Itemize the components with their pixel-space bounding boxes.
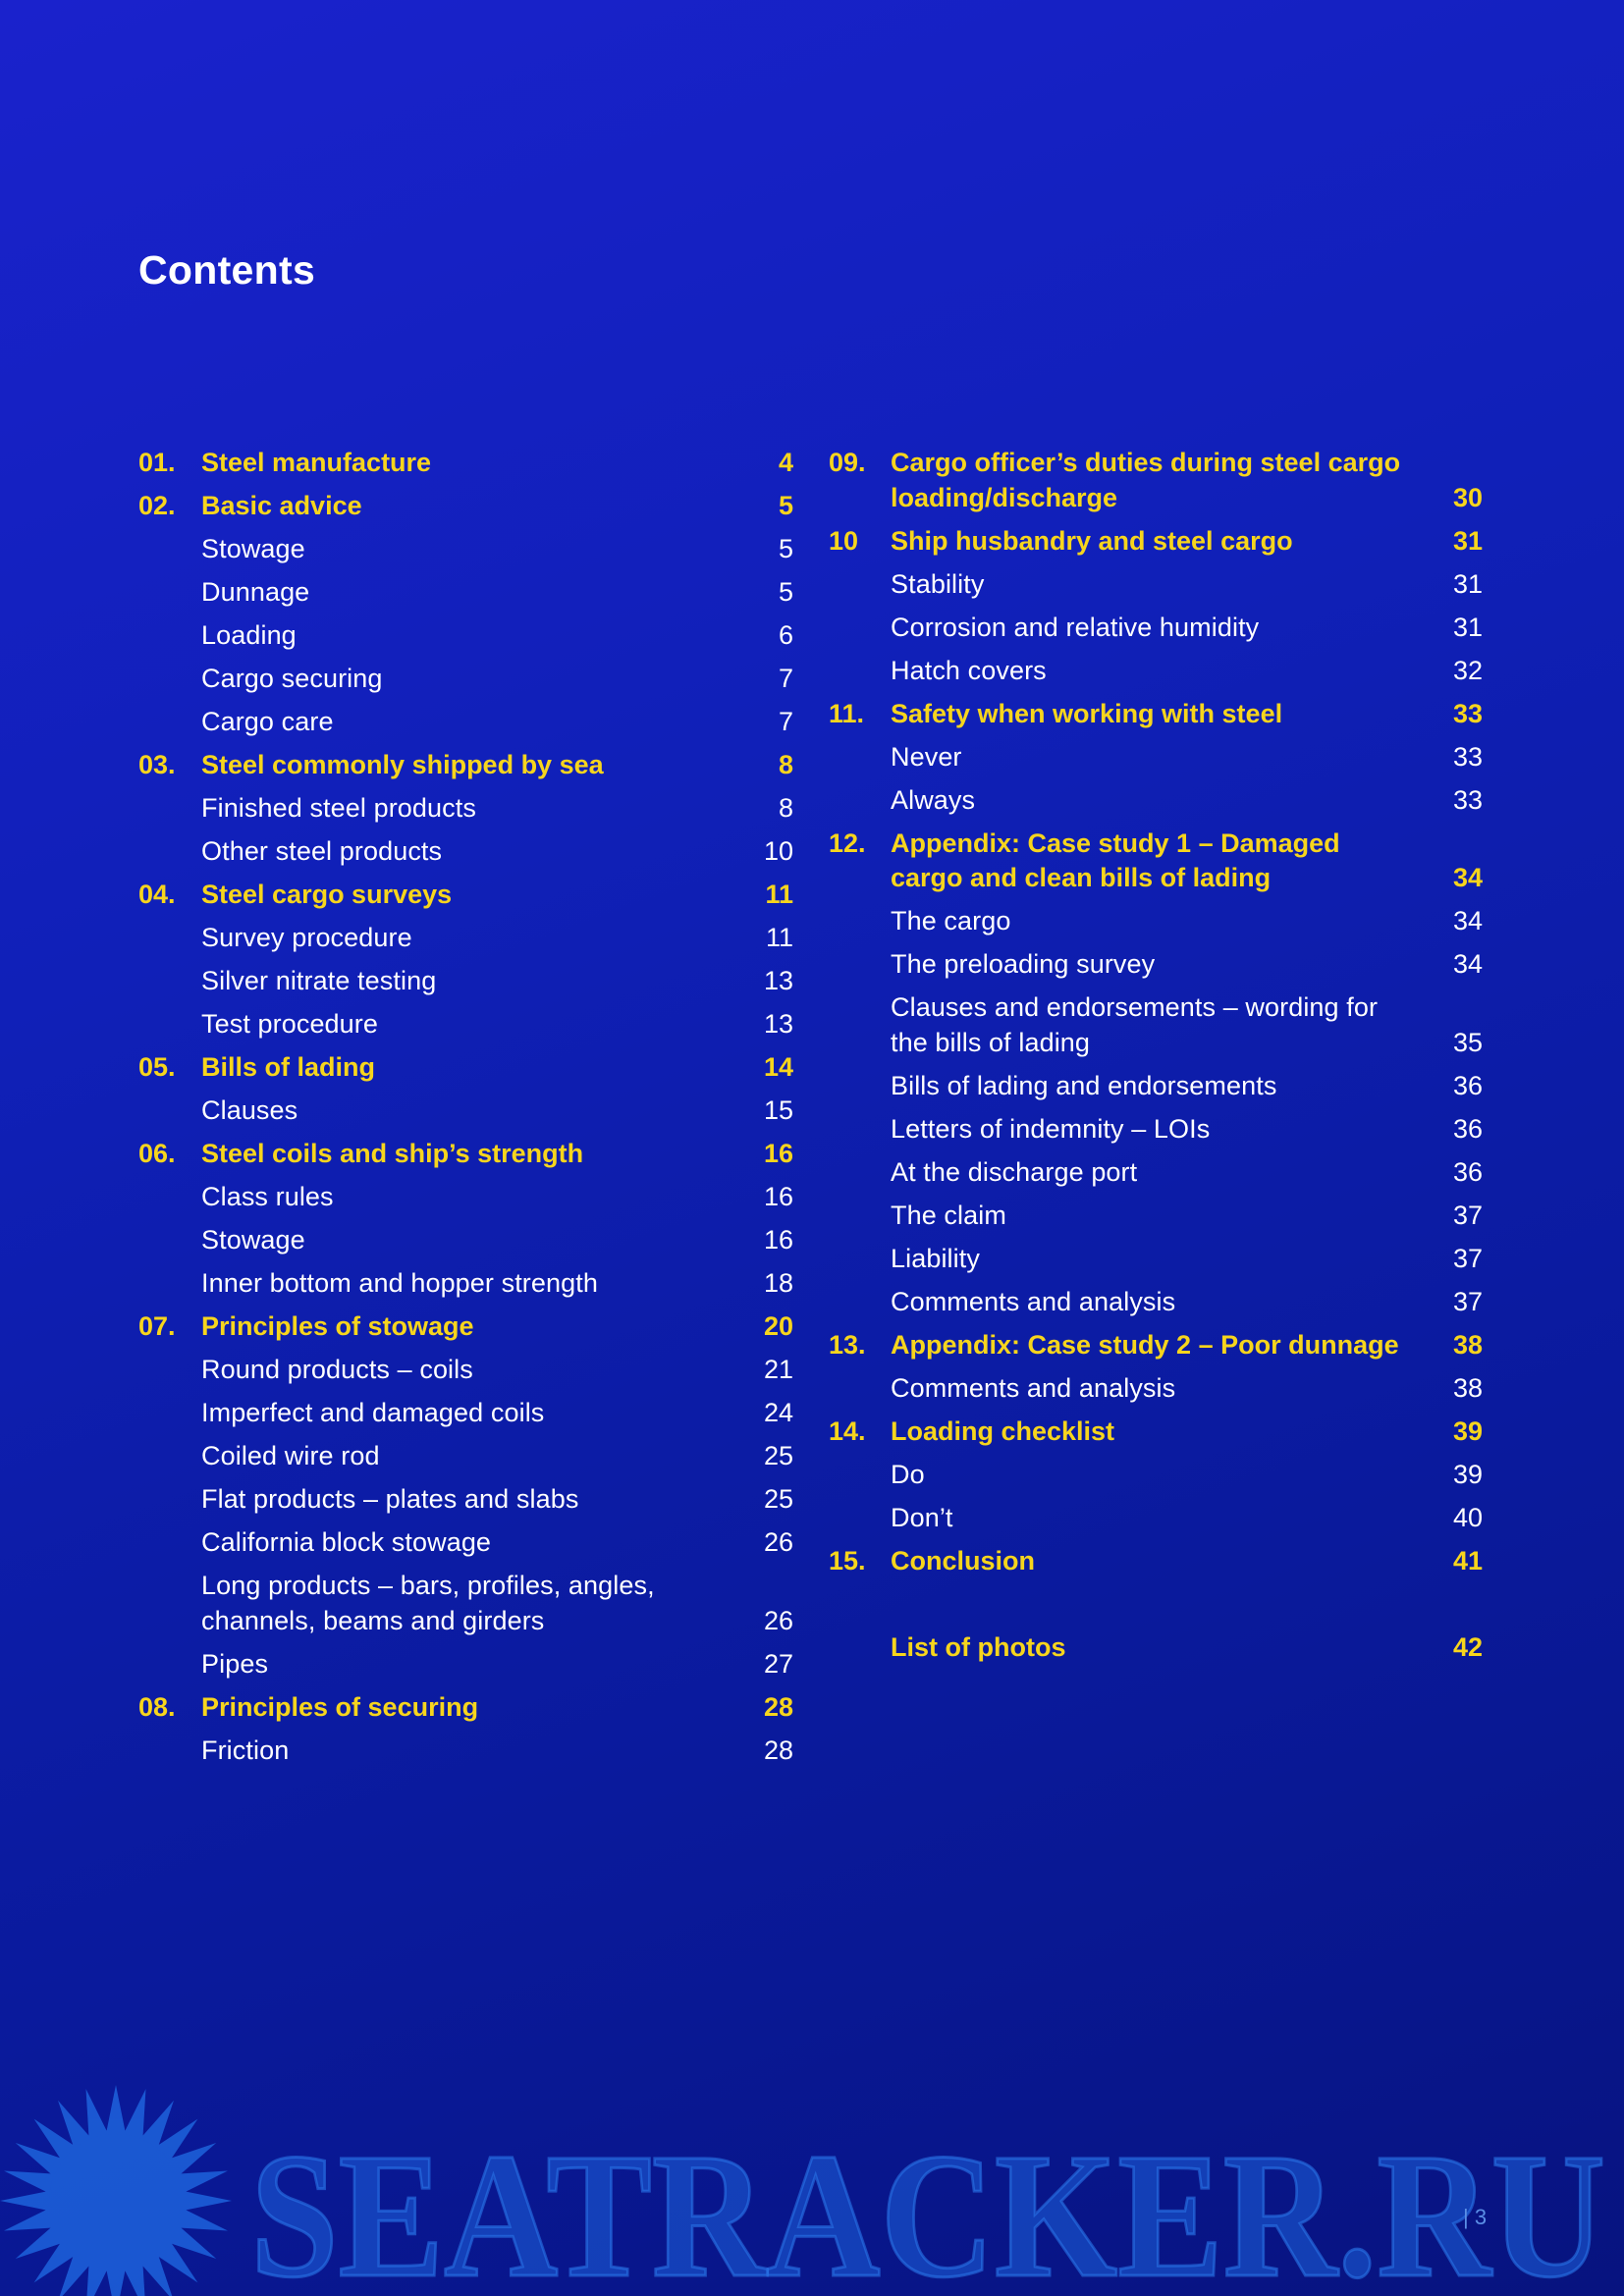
toc-entry-page-number: 41 bbox=[1452, 1545, 1483, 1575]
toc-entry-page-number: 33 bbox=[1452, 698, 1483, 728]
toc-section-entry[interactable] bbox=[138, 830, 793, 874]
toc-entry-page-number: 33 bbox=[1452, 741, 1483, 772]
toc-entry-page-number: 31 bbox=[1452, 525, 1483, 556]
toc-entry-page-number: 5 bbox=[778, 491, 793, 520]
toc-section-entry[interactable] bbox=[138, 1262, 793, 1306]
toc-entry-title: Cargo care bbox=[201, 707, 334, 736]
toc-section-entry[interactable] bbox=[138, 1730, 793, 1773]
toc-entry-title: Appendix: Case study 1 – Damaged cargo and clean bills of lading bbox=[891, 828, 1340, 892]
toc-entry-title: Bills of lading and endorsements bbox=[891, 1070, 1277, 1100]
toc-entry-number: 08. bbox=[138, 1691, 176, 1722]
toc-entry-title: Survey procedure bbox=[201, 923, 412, 952]
toc-section-entry[interactable] bbox=[138, 1435, 793, 1478]
toc-entry-page-number: 5 bbox=[778, 534, 793, 563]
toc-section-entry[interactable] bbox=[829, 650, 1483, 693]
toc-entry-page-number: 36 bbox=[1452, 1156, 1483, 1187]
toc-chapter-entry[interactable] bbox=[829, 1411, 1483, 1454]
toc-entry-title: Liability bbox=[891, 1243, 980, 1273]
toc-entry-number: 13. bbox=[829, 1329, 866, 1360]
toc-section-entry[interactable] bbox=[138, 1003, 793, 1046]
toc-entry-title: Don’t bbox=[891, 1502, 953, 1532]
toc-entry-number: 03. bbox=[138, 750, 176, 779]
toc-entry-title: Conclusion bbox=[891, 1545, 1035, 1575]
toc-chapter-entry[interactable] bbox=[138, 442, 793, 485]
toc-entry-number: 01. bbox=[138, 448, 176, 477]
toc-section-entry[interactable] bbox=[829, 1281, 1483, 1324]
page-number: | 3 bbox=[1463, 2205, 1488, 2229]
toc-section-entry[interactable] bbox=[138, 1349, 793, 1392]
toc-entry-title: Stowage bbox=[201, 1225, 305, 1255]
toc-entry-page-number: 37 bbox=[1452, 1286, 1483, 1316]
toc-entry-title: Long products – bars, profiles, angles, channels, beams and girders bbox=[201, 1571, 655, 1635]
toc-entry-number: 04. bbox=[138, 880, 176, 909]
toc-chapter-entry[interactable] bbox=[138, 874, 793, 917]
toc-entry-page-number: 14 bbox=[763, 1052, 793, 1082]
toc-entry-title: Flat products – plates and slabs bbox=[201, 1484, 579, 1514]
toc-entry-title: The preloading survey bbox=[891, 949, 1156, 979]
toc-section-entry[interactable] bbox=[138, 1090, 793, 1133]
toc-entry-page-number: 33 bbox=[1452, 784, 1483, 815]
toc-entry-page-number: 5 bbox=[778, 577, 793, 607]
toc-entry-page-number: 27 bbox=[763, 1648, 793, 1679]
toc-entry-number: 02. bbox=[138, 491, 176, 520]
toc-entry-title: California block stowage bbox=[201, 1527, 492, 1557]
toc-section-entry[interactable] bbox=[138, 571, 793, 614]
toc-entry-page-number: 11 bbox=[765, 923, 793, 952]
toc-entry-title: Steel cargo surveys bbox=[201, 880, 453, 909]
toc-entry-page-number: 32 bbox=[1452, 655, 1483, 685]
toc-section-entry[interactable] bbox=[138, 1392, 793, 1435]
toc-entry-page-number: 34 bbox=[1452, 906, 1483, 935]
toc-entry-page-number: 8 bbox=[778, 793, 793, 823]
toc-entry-page-number: 13 bbox=[763, 1009, 793, 1039]
toc-entry-title: Test procedure bbox=[201, 1009, 378, 1039]
toc-entry-page-number: 25 bbox=[763, 1441, 793, 1470]
toc-section-entry[interactable] bbox=[829, 1151, 1483, 1195]
seatracker-watermark bbox=[0, 2052, 1624, 2296]
toc-entry-page-number: 10 bbox=[763, 836, 793, 866]
toc-section-entry[interactable] bbox=[829, 1497, 1483, 1540]
toc-entry-title: Principles of securing bbox=[201, 1691, 479, 1722]
toc-entry-title: Comments and analysis bbox=[891, 1286, 1176, 1316]
toc-entry-page-number: 8 bbox=[778, 750, 793, 779]
toc-entry-title: Imperfect and damaged coils bbox=[201, 1398, 545, 1427]
toc-column-left bbox=[138, 442, 793, 1773]
toc-entry-page-number: 30 bbox=[1452, 482, 1483, 512]
toc-section-entry[interactable] bbox=[829, 563, 1483, 607]
toc-section-entry[interactable] bbox=[829, 1238, 1483, 1281]
toc-section-entry[interactable] bbox=[138, 1176, 793, 1219]
toc-section-entry[interactable] bbox=[138, 1522, 793, 1565]
toc-entry-page-number: 37 bbox=[1452, 1200, 1483, 1230]
toc-entry-page-number: 38 bbox=[1452, 1329, 1483, 1360]
toc-entry-title: Coiled wire rod bbox=[201, 1441, 380, 1470]
toc-entry-title: Ship husbandry and steel cargo bbox=[891, 525, 1293, 556]
toc-entry-title: The claim bbox=[891, 1200, 1006, 1230]
toc-entry-page-number: 40 bbox=[1452, 1502, 1483, 1532]
toc-entry-page-number: 16 bbox=[763, 1182, 793, 1211]
toc-chapter-entry[interactable] bbox=[829, 442, 1483, 520]
watermark-text: SEATRACKER.RU bbox=[250, 2117, 1605, 2296]
toc-entry-page-number: 7 bbox=[778, 707, 793, 736]
toc-entry-page-number: 36 bbox=[1452, 1070, 1483, 1100]
toc-entry-page-number: 7 bbox=[778, 664, 793, 693]
toc-entry-page-number: 42 bbox=[1452, 1631, 1483, 1662]
toc-entry-page-number: 6 bbox=[778, 620, 793, 650]
toc-entry-title: Silver nitrate testing bbox=[201, 966, 437, 995]
toc-entry-title: Comments and analysis bbox=[891, 1372, 1176, 1403]
toc-entry-title: Cargo securing bbox=[201, 664, 383, 693]
toc-entry-number: 11. bbox=[829, 698, 865, 728]
toc-entry-number: 15. bbox=[829, 1545, 866, 1575]
toc-entry-page-number: 18 bbox=[763, 1268, 793, 1298]
toc-entry-page-number: 11 bbox=[765, 880, 793, 909]
toc-entry-title: Loading bbox=[201, 620, 297, 650]
toc-entry-page-number: 31 bbox=[1452, 612, 1483, 642]
toc-entry-title: Stowage bbox=[201, 534, 305, 563]
toc-entry-page-number: 39 bbox=[1452, 1415, 1483, 1446]
toc-entry-page-number: 4 bbox=[778, 448, 793, 477]
toc-entry-title: Stability bbox=[891, 568, 985, 599]
sun-logo-icon bbox=[0, 2085, 232, 2296]
toc-entry-title: Bills of lading bbox=[201, 1052, 376, 1082]
toc-entry-page-number: 13 bbox=[763, 966, 793, 995]
toc-chapter-entry[interactable] bbox=[829, 1540, 1483, 1583]
toc-section-entry[interactable] bbox=[829, 1108, 1483, 1151]
toc-entry-number: 07. bbox=[138, 1311, 176, 1341]
toc-entry-title: Steel coils and ship’s strength bbox=[201, 1139, 584, 1168]
toc-entry-page-number: 20 bbox=[763, 1311, 793, 1341]
toc-entry-title: Cargo officer’s duties during steel cargo loading/discharge bbox=[891, 448, 1401, 512]
toc-entry-page-number: 38 bbox=[1452, 1372, 1483, 1403]
toc-entry-title: Clauses bbox=[201, 1095, 298, 1125]
toc-chapter-entry[interactable] bbox=[138, 1133, 793, 1176]
toc-entry-title: Letters of indemnity – LOIs bbox=[891, 1113, 1211, 1144]
toc-section-entry[interactable] bbox=[138, 917, 793, 960]
toc-entry-title: Class rules bbox=[201, 1182, 334, 1211]
toc-entry-title: Clauses and endorsements – wording for the bills of lading bbox=[891, 992, 1379, 1057]
toc-chapter-entry[interactable] bbox=[829, 520, 1483, 563]
toc-section-entry[interactable] bbox=[829, 1195, 1483, 1238]
toc-section-entry[interactable] bbox=[138, 1565, 793, 1643]
toc-entry-page-number: 15 bbox=[763, 1095, 793, 1125]
toc-entry-page-number: 39 bbox=[1452, 1459, 1483, 1489]
toc-entry-page-number: 24 bbox=[763, 1398, 793, 1427]
toc-entry-title: Loading checklist bbox=[891, 1415, 1115, 1446]
toc-entry-title: Dunnage bbox=[201, 577, 310, 607]
toc-chapter-entry[interactable] bbox=[829, 823, 1483, 901]
toc-entry-page-number: 34 bbox=[1452, 949, 1483, 979]
toc-entry-title: Steel manufacture bbox=[201, 448, 432, 477]
toc-chapter-entry[interactable] bbox=[138, 744, 793, 787]
toc-section-entry[interactable] bbox=[829, 607, 1483, 650]
toc-section-entry[interactable] bbox=[829, 1065, 1483, 1108]
toc-section-entry[interactable] bbox=[138, 1219, 793, 1262]
toc-spacer bbox=[829, 1583, 1483, 1627]
toc-entry-title: Always bbox=[891, 784, 976, 815]
toc-entry-title: List of photos bbox=[891, 1631, 1066, 1662]
toc-entry-title: Friction bbox=[201, 1735, 290, 1765]
toc-entry-title: Inner bottom and hopper strength bbox=[201, 1268, 598, 1298]
toc-section-entry[interactable] bbox=[829, 987, 1483, 1065]
toc-entry-title: At the discharge port bbox=[891, 1156, 1138, 1187]
toc-section-entry[interactable] bbox=[829, 1454, 1483, 1497]
toc-entry-title: Do bbox=[891, 1459, 925, 1489]
toc-entry-page-number: 25 bbox=[763, 1484, 793, 1514]
toc-entry-page-number: 34 bbox=[1452, 863, 1483, 892]
toc-chapter-entry[interactable] bbox=[138, 1686, 793, 1730]
toc-section-entry[interactable] bbox=[138, 528, 793, 571]
toc-entry-title: Finished steel products bbox=[201, 793, 476, 823]
toc-entry-number: 05. bbox=[138, 1052, 176, 1082]
toc-entry-page-number: 28 bbox=[763, 1691, 793, 1722]
toc-entry-title: Corrosion and relative humidity bbox=[891, 612, 1260, 642]
toc-chapter-entry[interactable] bbox=[138, 1306, 793, 1349]
toc-entry-page-number: 28 bbox=[763, 1735, 793, 1765]
toc-entry-page-number: 21 bbox=[763, 1355, 793, 1384]
toc-entry-page-number: 36 bbox=[1452, 1113, 1483, 1144]
toc-section-entry[interactable] bbox=[829, 779, 1483, 823]
toc-chapter-entry[interactable] bbox=[829, 693, 1483, 736]
toc-entry-title: Pipes bbox=[201, 1648, 269, 1679]
toc-section-entry[interactable] bbox=[829, 1367, 1483, 1411]
toc-section-entry[interactable] bbox=[138, 1643, 793, 1686]
toc-chapter-entry[interactable] bbox=[829, 1627, 1483, 1670]
toc-entry-title: Appendix: Case study 2 – Poor dunnage bbox=[891, 1329, 1399, 1360]
toc-entry-page-number: 16 bbox=[763, 1139, 793, 1168]
toc-entry-title: Basic advice bbox=[201, 491, 362, 520]
toc-entry-page-number: 35 bbox=[1452, 1027, 1483, 1057]
toc-entry-title: Steel commonly shipped by sea bbox=[201, 750, 604, 779]
toc-chapter-entry[interactable] bbox=[138, 1046, 793, 1090]
toc-entry-title: Round products – coils bbox=[201, 1355, 473, 1384]
toc-column-right bbox=[829, 442, 1483, 1670]
toc-section-entry[interactable] bbox=[829, 736, 1483, 779]
page-title: Contents bbox=[138, 247, 316, 293]
toc-section-entry[interactable] bbox=[138, 960, 793, 1003]
toc-section-entry[interactable] bbox=[138, 658, 793, 701]
toc-section-entry[interactable] bbox=[138, 787, 793, 830]
toc-section-entry[interactable] bbox=[138, 1478, 793, 1522]
toc-entry-number: 09. bbox=[829, 448, 866, 477]
toc-section-entry[interactable] bbox=[138, 614, 793, 658]
toc-entry-page-number: 16 bbox=[763, 1225, 793, 1255]
toc-entry-title: Never bbox=[891, 741, 962, 772]
toc-section-entry[interactable] bbox=[829, 900, 1483, 943]
toc-entry-title: Safety when working with steel bbox=[891, 698, 1283, 728]
toc-entry-page-number: 31 bbox=[1452, 568, 1483, 599]
toc-entry-title: Other steel products bbox=[201, 836, 443, 866]
toc-section-entry[interactable] bbox=[138, 701, 793, 744]
toc-entry-page-number: 26 bbox=[763, 1527, 793, 1557]
toc-entry-number: 10 bbox=[829, 525, 859, 556]
toc-chapter-entry[interactable] bbox=[138, 485, 793, 528]
toc-entry-page-number: 37 bbox=[1452, 1243, 1483, 1273]
toc-entry-page-number: 26 bbox=[763, 1605, 793, 1635]
toc-entry-title: Hatch covers bbox=[891, 655, 1047, 685]
toc-entry-number: 06. bbox=[138, 1139, 176, 1168]
toc-entry-number: 12. bbox=[829, 828, 866, 858]
toc-chapter-entry[interactable] bbox=[829, 1324, 1483, 1367]
toc-entry-number: 14. bbox=[829, 1415, 866, 1446]
toc-entry-title: The cargo bbox=[891, 906, 1011, 935]
toc-section-entry[interactable] bbox=[829, 943, 1483, 987]
toc-entry-title: Principles of stowage bbox=[201, 1311, 474, 1341]
